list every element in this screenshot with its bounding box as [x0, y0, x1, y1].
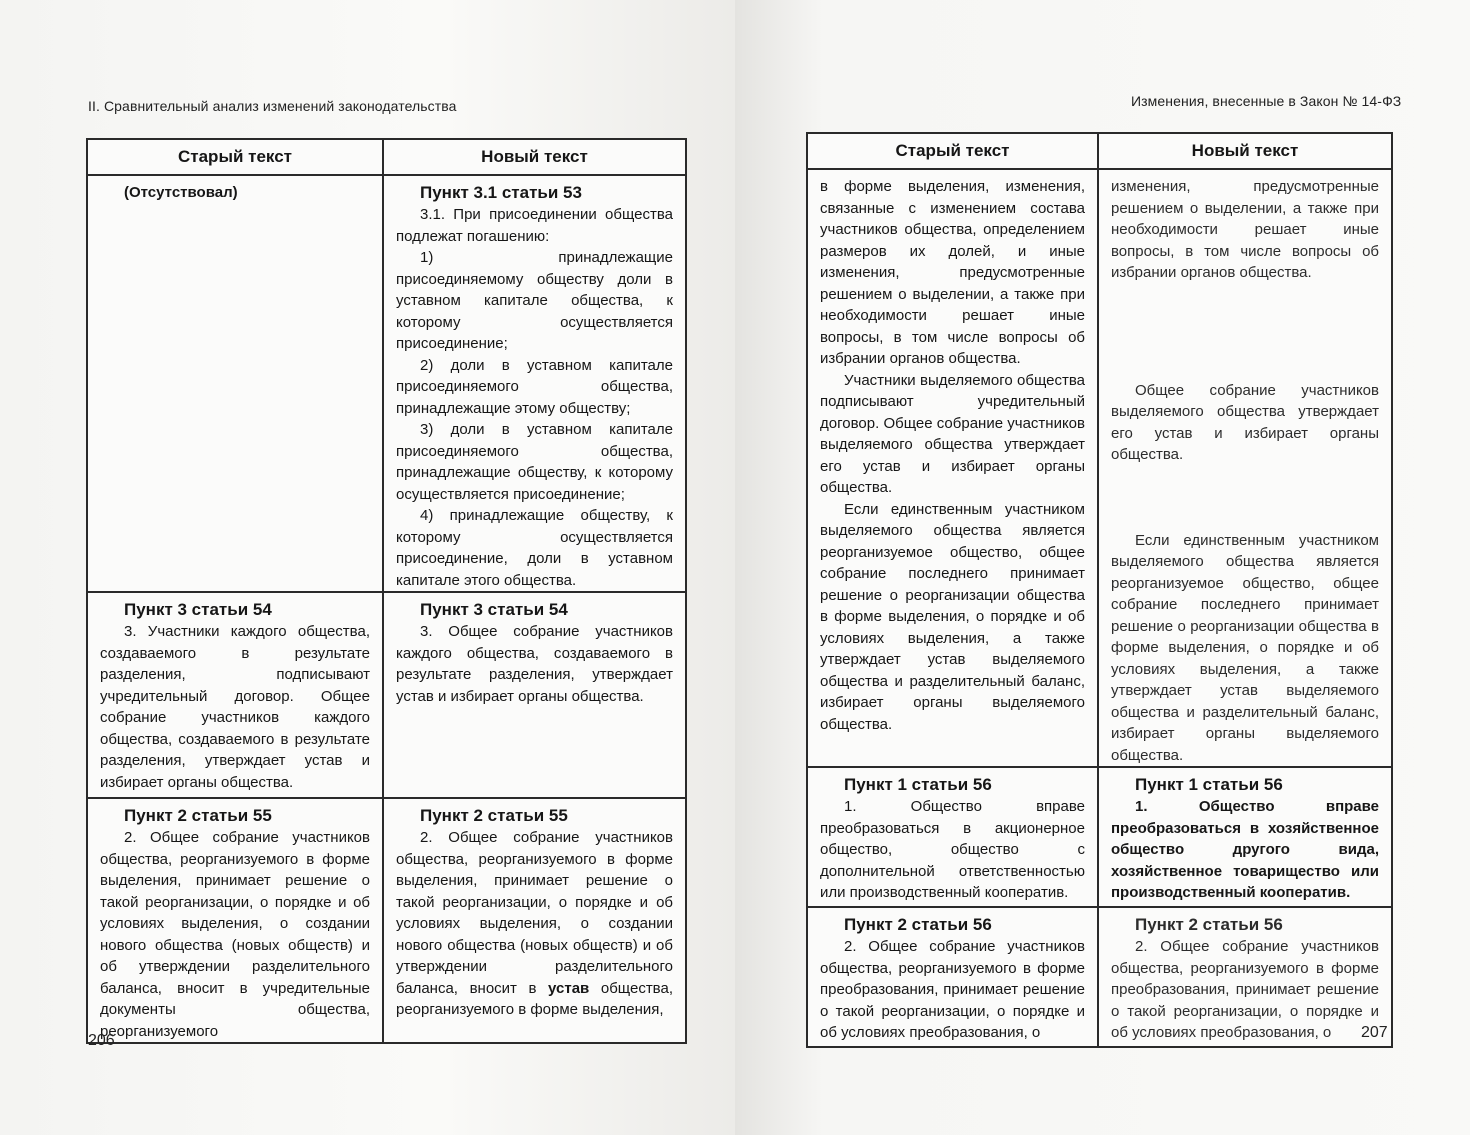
row2-old-title: Пункт 3 статьи 54	[124, 600, 272, 619]
row1r-old-para: Участники выделяемого общества подписывают учредительный договор. Общее собрание участников выделяемого общества утверждает его устав и избирает органы общества.	[820, 371, 1085, 496]
row2r-new-title: Пункт 1 статьи 56	[1135, 775, 1283, 794]
row3-new-text-bold: устав	[548, 979, 590, 997]
row2r-new-cell	[1098, 767, 1392, 907]
header-new-text: Новый текст	[1098, 133, 1392, 169]
row2-new-title: Пункт 3 статьи 54	[420, 600, 568, 619]
row1-new-title: Пункт 3.1 статьи 53	[420, 183, 582, 202]
row2-old-para: 3. Участники каждого общества, создаваемого в результате разделения, подписывают учредительный договор. Общее собрание участников каждого общества, создаваемого в результате разделения, утверждает устав и избирает органы общества.	[100, 623, 370, 791]
row1r-old-para: Если единственным участником выделяемого общества является реорганизуемое общество, общее собрание последнего принимает решение о реорганизации общества в форме выделения, о порядке и об условиях выделения, а также утверждает устав выделяемого общества и разделительный баланс, избирает органы выделяемого общества.	[820, 500, 1085, 733]
header-old-text: Старый текст	[807, 133, 1098, 169]
row2-new-para: 3. Общее собрание участников каждого общества, создаваемого в результате разделения, утверждает устав и избирает органы общества.	[396, 623, 673, 705]
row1-old-cell	[87, 175, 383, 592]
row3-new-cell	[383, 798, 686, 1043]
right-page	[735, 0, 1470, 1135]
header-new-text: Новый текст	[383, 139, 686, 175]
row3-new-text-before: 2. Общее собрание участников общества, реорганизуемого в форме выделения, принимает решение о такой реорганизации, о порядке и об условиях выделения, о создании нового общества (новых обществ) и об утверждении разделительного баланса, вносит в	[396, 829, 673, 997]
row1-new-cell	[383, 175, 686, 592]
row1-new-para: 4) принадлежащие обществу, к которому осуществляется присоединение, доли в уставном капитале этого общества.	[396, 507, 673, 589]
row3r-new-title: Пункт 2 статьи 56	[1135, 915, 1283, 934]
row3-old-para: 2. Общее собрание участников общества, реорганизуемого в форме выделения, принимает решение о такой реорганизации, о порядке и об условиях выделения, о создании нового общества (новых обществ) и об утверждении разделительного баланса, вносит в учредительные документы общества, реорганизуемого	[100, 829, 370, 1040]
row3r-new-cell	[1098, 907, 1392, 1047]
row3-new-title: Пункт 2 статьи 55	[420, 806, 568, 825]
page-number-right: 207	[1361, 1024, 1388, 1041]
row1r-old-para: в форме выделения, изменения, связанные с изменением состава участников общества, определением размеров их долей, и иные изменения, предусмотренные решением о выделении, а также при необходимости решает иные вопросы, в том числе вопросы об избрании органов общества.	[820, 178, 1085, 367]
row2-old-cell	[87, 592, 383, 798]
row1r-new-para: изменения, предусмотренные решением о выделении, а также при необходимости решает иные вопросы, в том числе вопросы об избрании органов общества.	[1111, 178, 1379, 281]
running-head-right: Изменения, внесенные в Закон № 14-ФЗ	[1131, 93, 1402, 109]
row1-new-para: 3.1. При присоединении общества подлежат погашению:	[396, 206, 673, 245]
running-head-left: II. Сравнительный анализ изменений законодательства	[88, 98, 457, 114]
page-number-left: 206	[88, 1032, 115, 1049]
comparison-table-right	[806, 132, 1393, 1048]
row3r-old-title: Пункт 2 статьи 56	[844, 915, 992, 934]
row1-new-para: 3) доли в уставном капитале присоединяемого общества, принадлежащие обществу, к которому осуществляется присоединение;	[396, 421, 673, 503]
row3-new-text-after: общества, реорганизуемого в форме выделения,	[396, 979, 673, 1018]
absent-note: (Отсутствовал)	[124, 184, 238, 201]
row3-old-title: Пункт 2 статьи 55	[124, 806, 272, 825]
row2r-old-para: 1. Общество вправе преобразоваться в акционерное общество, общество с дополнительной ответственностью или производственный кооператив.	[820, 798, 1085, 901]
row1r-new-para: Общее собрание участников выделяемого общества утверждает его устав и избирает органы общества.	[1111, 381, 1379, 463]
row2r-new-para: 1. Общество вправе преобразоваться в хозяйственное общество другого вида, хозяйственное товарищество или производственный кооператив.	[1111, 798, 1379, 901]
row3r-old-para: 2. Общее собрание участников общества, реорганизуемого в форме преобразования, принимает решение о такой реорганизации, о порядке и об условиях преобразования, о	[820, 938, 1085, 1041]
row1r-old-cell	[807, 169, 1098, 767]
row1r-new-para: Если единственным участником выделяемого общества является реорганизуемое общество, общее собрание последнего принимает решение о реорганизации общества в форме выделения, о порядке и об условиях выделения, а также утверждает устав выделяемого общества и разделительный баланс, избирает органы выделяемого общества.	[1111, 531, 1379, 764]
row1-new-para: 1) принадлежащие присоединяемому обществу доли в уставном капитале общества, к которому осуществляется присоединение;	[396, 249, 673, 352]
row3r-old-cell	[807, 907, 1098, 1047]
header-old-text: Старый текст	[87, 139, 383, 175]
row1-new-para: 2) доли в уставном капитале присоединяемого общества, принадлежащие этому обществу;	[396, 356, 673, 417]
comparison-table-left	[86, 138, 687, 1044]
row3-new-para	[396, 827, 673, 1021]
row1r-new-cell	[1098, 169, 1392, 767]
row3-old-cell	[87, 798, 383, 1043]
row2r-old-cell	[807, 767, 1098, 907]
row2-new-cell	[383, 592, 686, 798]
row3r-new-para: 2. Общее собрание участников общества, реорганизуемого в форме преобразования, принимает решение о такой реорганизации, о порядке и об условиях преобразования, о	[1111, 938, 1379, 1041]
row2r-old-title: Пункт 1 статьи 56	[844, 775, 992, 794]
